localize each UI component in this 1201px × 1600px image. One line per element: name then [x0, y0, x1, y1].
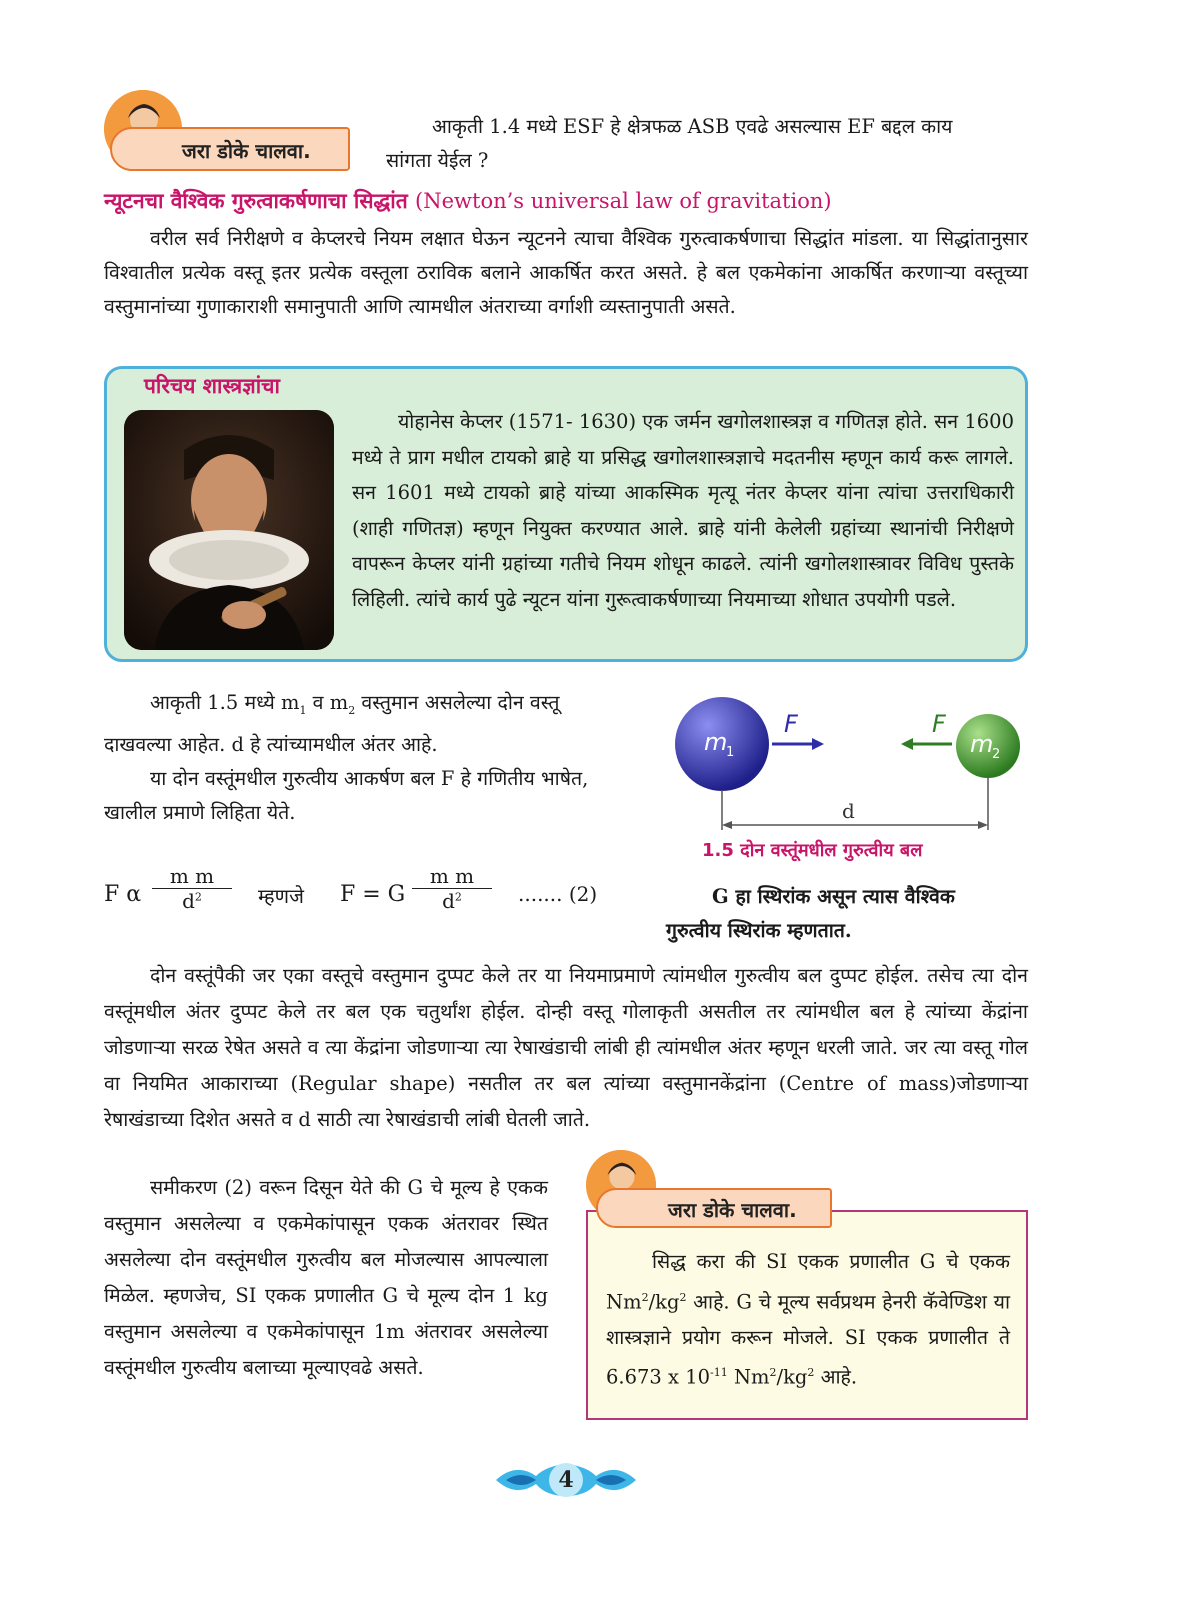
think-badge-label: जरा डोके चालवा. — [182, 139, 311, 163]
section-paragraph — [104, 222, 1028, 324]
eq-note-line2: गुरुत्वीय स्थिरांक म्हणतात. — [666, 919, 852, 942]
section-heading — [104, 186, 832, 216]
distance-label: d — [842, 799, 855, 823]
force-arrow-left-head — [901, 738, 913, 750]
eq-frac-1-num — [152, 864, 232, 889]
m2-sub: 2 — [992, 747, 1001, 762]
m2-label: m — [970, 730, 994, 758]
figure-paragraph — [104, 686, 644, 830]
tb-t5-sup: 2 — [807, 1366, 815, 1379]
eq-frac-1-den-text: d — [182, 889, 195, 913]
tb-t4-sup: 2 — [769, 1366, 777, 1379]
tb-t4: Nm — [727, 1365, 770, 1389]
gravity-figure — [660, 690, 1030, 840]
kepler-portrait — [124, 410, 334, 650]
eq-note — [666, 880, 1028, 948]
think-badge-bottom-label: जरा डोके चालवा. — [668, 1198, 797, 1222]
eq-frac-2-den-sup: 2 — [454, 890, 462, 904]
eq-frac-2-num-text: m m — [429, 864, 475, 888]
eq-frac-2 — [412, 864, 492, 913]
tb-t1-sup: 2 — [641, 1290, 649, 1304]
paragraph-3 — [104, 1170, 548, 1386]
fig-sub1: 1 — [299, 703, 307, 717]
tb-t6: आहे. — [814, 1365, 858, 1389]
force-arrow-right-head — [812, 738, 824, 750]
tb-t2: /kg — [648, 1290, 680, 1313]
think-question — [386, 110, 1030, 178]
fig-line1a: आकृती 1.5 मध्ये m — [150, 691, 300, 714]
fig-line1c: वस्तुमान असलेल्या दोन वस्तू — [355, 691, 560, 714]
scientist-text — [352, 404, 1014, 617]
tb-t5: /kg — [776, 1365, 808, 1389]
scientist-text-body: योहानेस केप्लर (1571- 1630) एक जर्मन खगोलशास्त्रज्ञ व गणितज्ञ होते. सन 1600 मध्ये ते प्राग मधील टायको ब्राहे या प्रसिद्ध खगोलशास्त्रज्ञाचे मदतनीस म्हणून कार्य करू लागले. सन 1601 मध्ये टायको ब्राहे यांच्या आकस्मिक मृत्यू नंतर केप्लर यांना त्यांचा उत्तराधिकारी (शाही गणितज्ञ) म्हणून नियुक्त करण्यात आले. ब्राहे यांनी केलेली ग्रहांच्या स्थानांची निरीक्षणे वापरून केप्लर यांनी ग्रहांच्या गतीचे नियम शोधून काढले. त्यांनी खगोलशास्त्रावर विविध पुस्तके लिहिली. त्यांचे कार्य पुढे न्यूटन यांना गुरूत्वाकर्षणाच्या नियमाच्या शोधात उपयोगी पडले. — [352, 410, 1014, 611]
eq-mid: म्हणजे — [258, 884, 304, 908]
eq-frac-2-den — [412, 889, 492, 913]
eq-frac-2-num — [412, 864, 492, 889]
eq-frac-1-den — [152, 889, 232, 913]
think-badge-bottom — [596, 1188, 832, 1228]
m1-label: m — [704, 728, 728, 756]
eq-number: ....... (2) — [518, 882, 598, 906]
scientist-box-title: परिचय शास्त्रज्ञांचा — [144, 374, 280, 398]
think-question-line1: आकृती 1.4 मध्ये ESF हे क्षेत्रफळ ASB एवढे असल्यास EF बद्दल काय — [432, 115, 953, 138]
section-heading-mr: न्यूटनचा वैश्विक गुरुत्वाकर्षणाचा सिद्धांत — [104, 188, 408, 213]
tb-t2-sup: 2 — [679, 1290, 687, 1304]
think-box-bottom-text — [606, 1244, 1010, 1395]
eq-frac-1-den-sup: 2 — [194, 890, 202, 904]
tb-t1: सिद्ध करा की SI एकक प्रणालीत G चे एकक Nm — [606, 1250, 1010, 1313]
distance-arrow-right — [978, 821, 988, 829]
fig-line4: खालील प्रमाणे लिहिता येते. — [104, 800, 296, 824]
fig-sub2: 2 — [348, 703, 356, 717]
paragraph-3-text: समीकरण (2) वरून दिसून येते की G चे मूल्य हे एकक वस्तुमान असलेल्या व एकमेकांपासून एकक अंतरावर स्थित असलेल्या दोन वस्तूंमधील गुरुत्वीय बल मोजल्यास आपल्याला मिळेल. म्हणजेच, SI एकक प्रणालीत G चे मूल्य दोन 1 kg वस्तुमान असलेल्या व एकमेकांपासून 1m अंतरावर असलेल्या वस्तूंमधील गुरुत्वीय बलाच्या मूल्याएवढे असते. — [104, 1176, 548, 1379]
m1-sub: 1 — [726, 745, 735, 760]
tb-t3-sup: -11 — [710, 1366, 728, 1379]
eq-rhs: F = G — [340, 882, 406, 907]
think-badge — [110, 127, 350, 171]
figure-caption: 1.5 दोन वस्तूंमधील गुरुत्वीय बल — [702, 840, 923, 861]
eq-frac-1-num-text: m m — [169, 864, 215, 888]
section-heading-en: (Newton’s universal law of gravitation) — [415, 189, 832, 213]
eq-lhs: F α — [104, 882, 142, 907]
paragraph-2-text: दोन वस्तूंपैकी जर एका वस्तूचे वस्तुमान दुप्पट केले तर या नियमाप्रमाणे त्यांमधील गुरुत्वीय बल दुप्पट होईल. तसेच त्या दोन वस्तूंमधील अंतर दुप्पट केले तर बल एक चतुर्थांश होईल. दोन्ही वस्तू गोलाकृती असतील तर त्यांमधील बल हे त्यांच्या केंद्रांना जोडणाऱ्या सरळ रेषेत असते व त्या केंद्रांना जोडणाऱ्या त्या रेषाखंडाची लांबी ही त्यांमधील अंतर म्हणून धरली जाते. जर त्या वस्तू गोल वा नियमित आकाराच्या (Regular shape) नसतील तर बल त्यांच्या वस्तुमानकेंद्रांना (Centre of mass)जोडणाऱ्या रेषाखंडाच्या दिशेत असते व d साठी त्या रेषाखंडाची लांबी घेतली जाते. — [104, 964, 1028, 1131]
fig-line1b: व m — [306, 691, 349, 714]
section-paragraph-text: वरील सर्व निरीक्षणे व केप्लरचे नियम लक्षात घेऊन न्यूटनने त्याचा वैश्विक गुरुत्वाकर्षणाचा सिद्धांत मांडला. या सिद्धांतानुसार विश्वातील प्रत्येक वस्तू इतर प्रत्येक वस्तूला ठराविक बलाने आकर्षित करत असते. हे बल एकमेकांना आकर्षित करणाऱ्या वस्तूच्या वस्तुमानांच्या गुणाकाराशी समानुपाती आणि त्यामधील अंतराच्या वर्गाशी व्यस्तानुपाती असते. — [104, 227, 1028, 318]
fig-line2: दाखवल्या आहेत. d हे त्यांच्यामधील अंतर आहे. — [104, 732, 438, 756]
paragraph-2 — [104, 958, 1028, 1138]
force-label-left: F — [932, 710, 946, 738]
eq-frac-2-den-text: d — [442, 889, 455, 913]
tb-t3: आहे. G चे मूल्य सर्वप्रथम हेनरी कॅवेण्डिश या शास्त्रज्ञाने प्रयोग करून मोजले. SI एकक प्रणालीत ते 6.673 x 10 — [606, 1290, 1010, 1389]
eq-note-line1: G हा स्थिरांक असून त्यास वैश्विक — [712, 885, 955, 908]
distance-arrow-left — [722, 821, 732, 829]
eq-frac-1 — [152, 864, 232, 913]
force-label-right: F — [784, 710, 798, 738]
think-question-line2: सांगता येईल ? — [386, 149, 489, 172]
fig-line3: या दोन वस्तूंमधील गुरुत्वीय आकर्षण बल F हे गणितीय भाषेत, — [150, 766, 589, 790]
page-number: 4 — [558, 1467, 574, 1493]
